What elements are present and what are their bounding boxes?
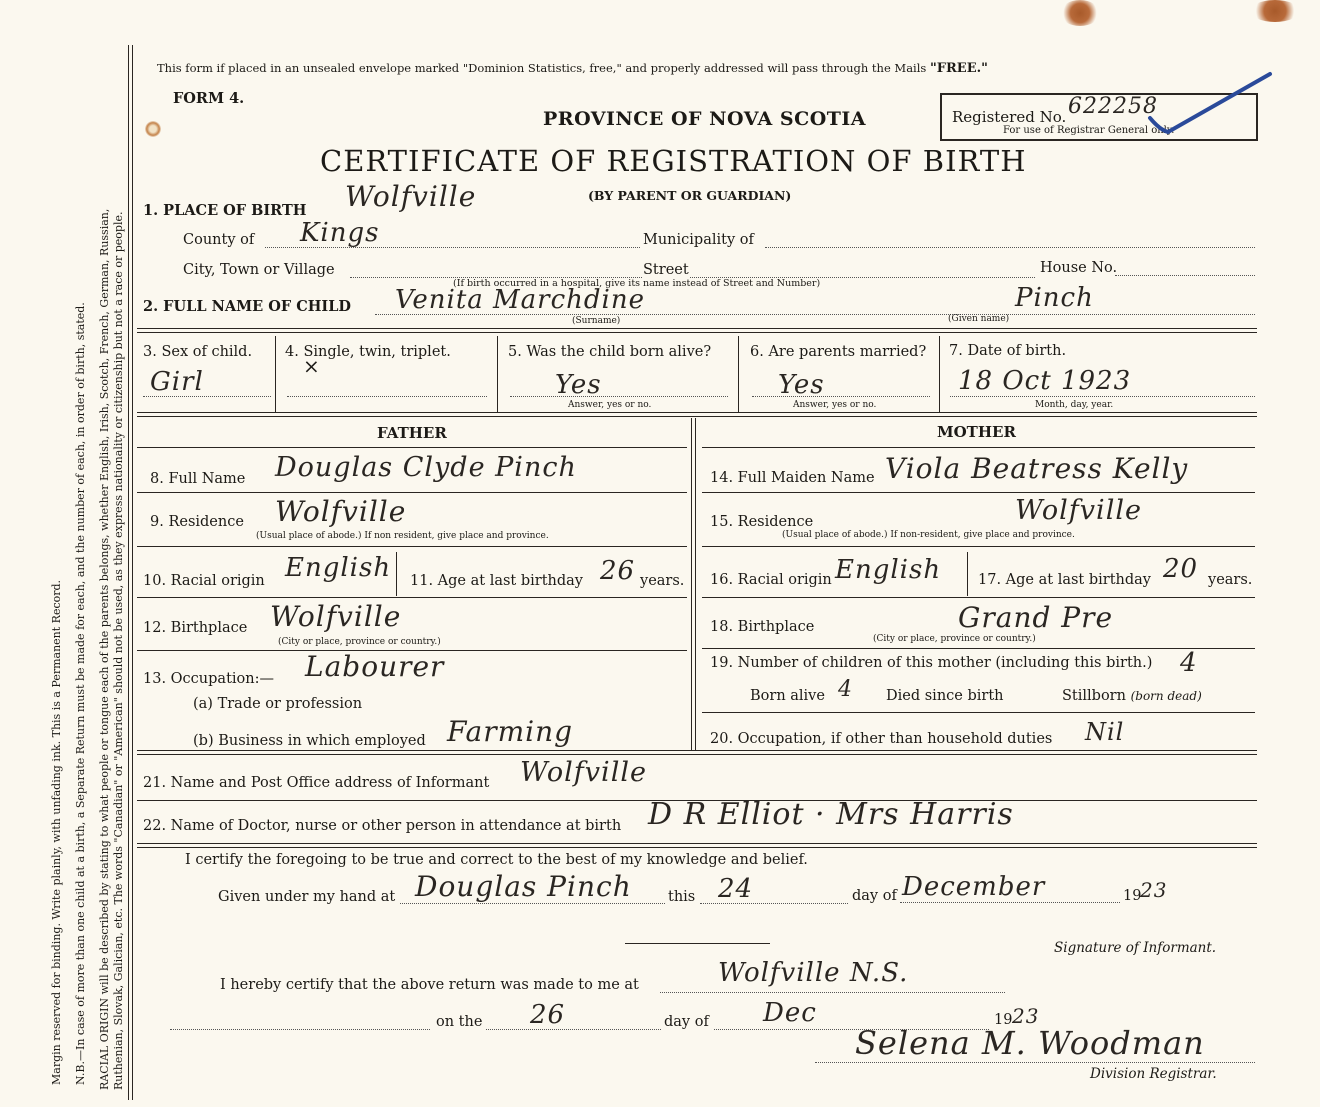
registrar-signature-line (815, 1062, 1255, 1063)
parents-married-label: 6. Are parents married? (750, 344, 927, 360)
return-year-prefix: 19 (994, 1012, 1013, 1028)
place-of-birth-value: Wolfville (345, 180, 477, 213)
registrar-signature: Selena M. Woodman (855, 1024, 1205, 1062)
mother-racial-label: 16. Racial origin (710, 572, 832, 588)
sex-value: Girl (150, 367, 204, 397)
certificate-subtitle: (BY PARENT OR GUARDIAN) (588, 188, 792, 203)
return-day-value: 26 (530, 1000, 566, 1030)
mother-children-rule (702, 712, 1255, 713)
row3-divider-4 (939, 336, 940, 412)
city-label: City, Town or Village (183, 262, 335, 278)
street-label: Street (643, 262, 689, 278)
mother-age-label: 17. Age at last birthday (978, 572, 1151, 588)
given-under-hand-value: Douglas Pinch (415, 870, 632, 903)
father-age-value: 26 (600, 556, 636, 586)
born-alive-answer: Yes (555, 370, 602, 400)
informant-label: 21. Name and Post Office address of Informant (143, 775, 490, 791)
certify-this-label: this (668, 889, 696, 905)
mother-residence-rule (702, 546, 1255, 547)
registered-label: Registered No. (952, 108, 1067, 126)
divider-after-parents (137, 750, 1257, 755)
house-label: House No. (1040, 260, 1118, 276)
parents-married-caption: Answer, yes or no. (793, 400, 877, 410)
father-birthplace-value: Wolfville (270, 600, 402, 633)
mother-residence-label: 15. Residence (710, 514, 814, 530)
house-line (1115, 275, 1255, 276)
father-business-label: (b) Business in which employed (193, 733, 426, 749)
single-twin-line (287, 396, 487, 397)
father-residence-caption: (Usual place of abode.) If non resident, give place and province. (256, 531, 549, 541)
father-age-unit: years. (640, 573, 685, 589)
father-residence-value: Wolfville (275, 495, 407, 528)
stain-left (145, 121, 161, 137)
mother-residence-caption: (Usual place of abode.) If non-resident, give place and province. (782, 530, 1075, 540)
informant-signature-caption: Signature of Informant. (1054, 940, 1217, 956)
child-given-name-value: Venita Marchdine (395, 285, 645, 315)
mother-name-label: 14. Full Maiden Name (710, 470, 875, 486)
given-name-caption: (Given name) (948, 314, 1010, 324)
mother-age-value: 20 (1163, 554, 1199, 584)
mother-birthplace-caption: (City or place, province or country.) (873, 634, 1036, 644)
divider-after-row3 (137, 412, 1257, 417)
margin-note-racial-origin-1: RACIAL ORIGIN will be described by stating to what people or tongue each of the parents belongs, whether English, Irish, Scotch, French, German, Russian, (98, 208, 111, 1090)
father-heading-rule (137, 447, 687, 448)
certify-day-value: 24 (718, 874, 754, 904)
certify-month-value: December (902, 872, 1046, 902)
left-border (128, 45, 133, 1100)
father-name-rule (137, 492, 687, 493)
return-month-value: Dec (763, 998, 817, 1028)
place-of-birth-label: 1. PLACE OF BIRTH (143, 202, 307, 219)
form-number: FORM 4. (173, 90, 245, 107)
certificate-title: CERTIFICATE OF REGISTRATION OF BIRTH (320, 144, 1027, 178)
born-alive-question-label: 5. Was the child born alive? (508, 344, 712, 360)
surname-caption: (Surname) (572, 316, 621, 326)
mother-occupation-label: 20. Occupation, if other than household duties (710, 731, 1053, 747)
date-of-birth-label: 7. Date of birth. (949, 343, 1067, 359)
father-trade-label: (a) Trade or profession (193, 696, 363, 712)
given-under-hand-label: Given under my hand at (218, 889, 396, 905)
informant-signature-rule (625, 943, 770, 944)
date-of-birth-line (950, 396, 1255, 397)
parents-married-answer: Yes (778, 370, 825, 400)
stain-top-right-2 (1250, 0, 1300, 22)
municipality-line (765, 247, 1255, 248)
mother-occupation-value: Nil (1085, 718, 1125, 746)
row3-divider-3 (738, 336, 739, 412)
father-racial-rule (137, 597, 687, 598)
given-under-hand-line (400, 903, 665, 904)
mail-notice: This form if placed in an unsealed envelope marked "Dominion Statistics, free," and properly addressed will pass through the Mails "FREE." (157, 61, 988, 76)
born-alive-label: Born alive (750, 688, 825, 704)
mother-birthplace-rule (702, 648, 1255, 649)
father-birthplace-label: 12. Birthplace (143, 620, 248, 636)
row3-divider-1 (275, 336, 276, 412)
father-racial-label: 10. Racial origin (143, 573, 265, 589)
died-since-birth-label: Died since birth (886, 688, 1004, 704)
certify-year-value: 23 (1140, 878, 1168, 902)
return-day-line (486, 1029, 661, 1030)
father-age-label: 11. Age at last birthday (410, 573, 583, 589)
mother-children-value: 4 (1180, 648, 1198, 678)
province-heading: PROVINCE OF NOVA SCOTIA (543, 108, 867, 130)
return-statement: I hereby certify that the above return was made to me at (220, 977, 639, 993)
divider-after-name (137, 328, 1257, 333)
father-name-value: Douglas Clyde Pinch (275, 452, 577, 483)
municipality-label: Municipality of (643, 232, 754, 248)
mother-name-rule (702, 492, 1255, 493)
informant-value: Wolfville (520, 757, 647, 788)
mother-age-unit: years. (1208, 572, 1253, 588)
stillborn-label: Stillborn (born dead) (1062, 688, 1202, 704)
date-of-birth-caption: Month, day, year. (1035, 400, 1114, 410)
sex-line (143, 396, 271, 397)
born-alive-line (510, 396, 728, 397)
row3-divider-2 (497, 336, 498, 412)
mother-heading: MOTHER (937, 423, 1016, 441)
father-residence-rule (137, 546, 687, 547)
date-of-birth-value: 18 Oct 1923 (958, 366, 1132, 396)
certify-year-prefix: 19 (1123, 888, 1142, 904)
certify-month-line (900, 902, 1120, 903)
return-day-of-label: day of (664, 1014, 709, 1030)
margin-note-binding: Margin reserved for binding. Write plainly, with unfading ink. This is a Permanent Record. (50, 579, 63, 1085)
doctor-label: 22. Name of Doctor, nurse or other person in attendance at birth (143, 818, 622, 834)
child-surname-value: Pinch (1015, 283, 1094, 313)
child-name-label: 2. FULL NAME OF CHILD (143, 298, 351, 315)
mother-birthplace-value: Grand Pre (958, 601, 1114, 634)
father-residence-label: 9. Residence (150, 514, 244, 530)
father-racial-age-divider (396, 552, 397, 596)
county-label: County of (183, 232, 255, 248)
mother-heading-rule (702, 447, 1255, 448)
registered-number: 622258 (1068, 94, 1158, 119)
father-birthplace-caption: (City or place, province or country.) (278, 637, 441, 647)
return-on-the-label: on the (436, 1014, 483, 1030)
return-year-value: 23 (1012, 1004, 1040, 1028)
father-occupation-label: 13. Occupation:— (143, 671, 274, 687)
registrar-general-note: For use of Registrar General only. (1003, 125, 1175, 136)
return-place-line (660, 992, 1005, 993)
hospital-note: (If birth occurred in a hospital, give its name instead of Street and Number) (453, 278, 821, 289)
check-mark-icon (1140, 68, 1280, 138)
father-mother-divider (691, 418, 696, 750)
registrar-caption: Division Registrar. (1090, 1066, 1217, 1082)
father-occupation-value: Labourer (305, 650, 445, 683)
mother-name-value: Viola Beatress Kelly (885, 452, 1189, 485)
return-prefix-line (170, 1029, 430, 1030)
certify-day-of-label: day of (852, 888, 897, 904)
stain-top-right (1060, 0, 1100, 26)
father-racial-value: English (285, 553, 392, 583)
mother-children-label: 19. Number of children of this mother (including this birth.) (710, 655, 1153, 671)
mother-racial-value: English (835, 555, 942, 585)
single-twin-value: × (303, 354, 320, 378)
return-place-value: Wolfville N.S. (718, 958, 909, 988)
single-twin-label: 4. Single, twin, triplet. (285, 344, 451, 360)
parents-married-line (752, 396, 930, 397)
father-heading: FATHER (377, 424, 447, 442)
doctor-value: D R Elliot · Mrs Harris (648, 797, 1014, 832)
father-business-value: Farming (447, 715, 574, 748)
mother-birthplace-label: 18. Birthplace (710, 619, 815, 635)
father-name-label: 8. Full Name (150, 471, 246, 487)
margin-note-multiple-births: N.B.—In case of more than one child at a birth, a Separate Return must be made for each, and the number of each, in order of birth, stated. (74, 302, 87, 1085)
mail-free: "FREE." (929, 61, 988, 76)
sex-label: 3. Sex of child. (143, 344, 253, 360)
mother-residence-value: Wolfville (1015, 495, 1142, 526)
born-alive-value: 4 (838, 677, 853, 702)
divider-after-doctor (137, 843, 1257, 848)
county-value: Kings (300, 218, 380, 248)
mother-racial-age-divider (967, 552, 968, 596)
stillborn-caption: (born dead) (1130, 689, 1202, 703)
margin-note-racial-origin-2: Ruthenian, Slovak, Galician, etc. The words "Canadian" or "American" should not be used, as they express nationality or citizenship but not a race or people. (112, 211, 125, 1090)
certify-statement: I certify the foregoing to be true and correct to the best of my knowledge and belief. (185, 852, 808, 868)
born-alive-caption: Answer, yes or no. (568, 400, 652, 410)
mother-racial-rule (702, 597, 1255, 598)
